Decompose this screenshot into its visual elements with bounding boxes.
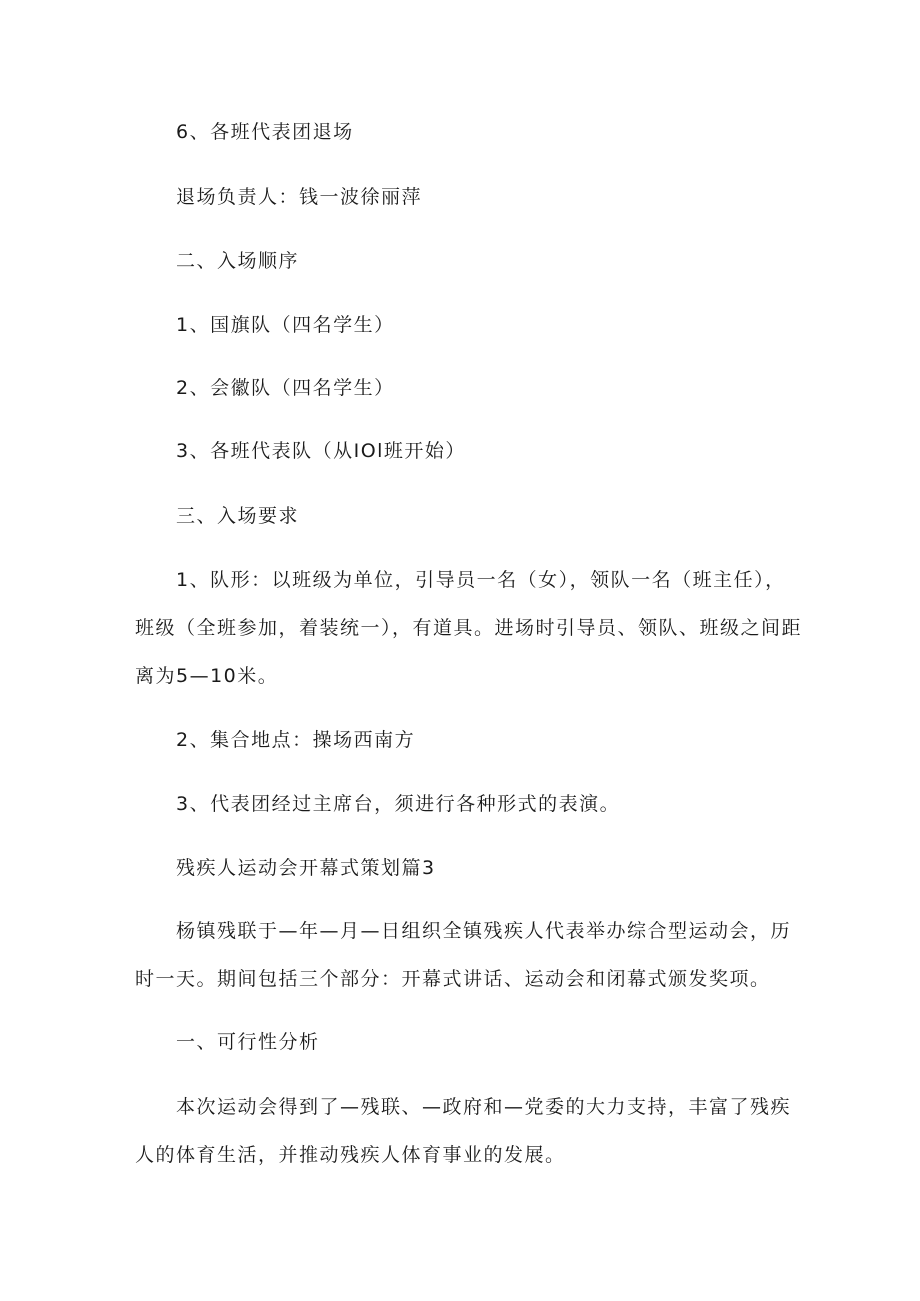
text-line: 1、队形：以班级为单位，引导员一名（女），领队一名（班主任）， <box>176 569 786 591</box>
section-heading: 一、可行性分析 <box>176 1031 320 1053</box>
article-title: 残疾人运动会开幕式策划篇3 <box>176 857 436 879</box>
text-line: 6、各班代表团退场 <box>176 121 354 143</box>
section-heading: 二、入场顺序 <box>176 250 300 272</box>
text-line: 时一天。期间包括三个部分：开幕式讲话、运动会和闭幕式颁发奖项。 <box>135 968 771 990</box>
text-line: 3、代表团经过主席台，须进行各种形式的表演。 <box>176 793 621 815</box>
text-line: 本次运动会得到了—残联、—政府和—党委的大力支持，丰富了残疾 <box>176 1096 792 1118</box>
text-line: 2、会徽队（四名学生） <box>176 377 395 399</box>
text-line: 1、国旗队（四名学生） <box>176 314 395 336</box>
text-line: 退场负责人：钱一波徐丽萍 <box>176 186 423 208</box>
section-heading: 三、入场要求 <box>176 505 300 527</box>
text-line: 2、集合地点：操场西南方 <box>176 729 416 751</box>
text-line: 3、各班代表队（从IOl班开始） <box>176 440 466 462</box>
text-line: 杨镇残联于—年—月—日组织全镇残疾人代表举办综合型运动会，历 <box>176 920 792 942</box>
text-line: 人的体育生活，并推动残疾人体育事业的发展。 <box>135 1144 566 1166</box>
text-line: 离为5—10米。 <box>135 665 279 687</box>
text-line: 班级（全班参加，着装统一），有道具。进场时引导员、领队、班级之间距 <box>135 617 803 639</box>
